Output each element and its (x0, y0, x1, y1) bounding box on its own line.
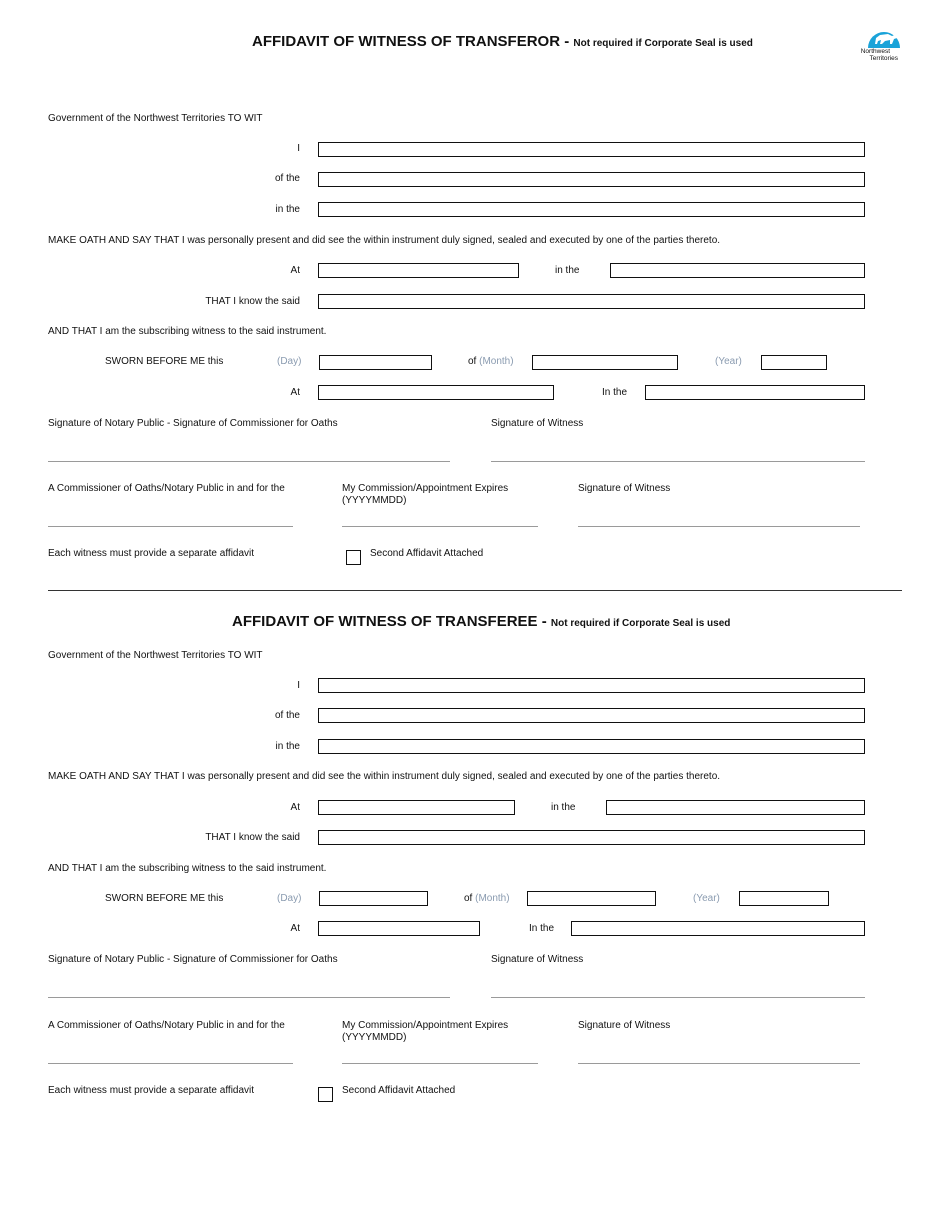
label-know-the-said: THAT I know the said (205, 296, 300, 307)
day-field[interactable] (319, 891, 428, 906)
label-at-2: At (290, 923, 300, 934)
sig-witness-line-2 (578, 1063, 860, 1064)
logo-line-1: Northwest (860, 48, 890, 55)
in-the-field[interactable] (318, 739, 865, 754)
sworn-text: SWORN BEFORE ME this (105, 356, 224, 367)
separate-affidavit-note: Each witness must provide a separate affidavit (48, 548, 255, 559)
sig-witness-label: Signature of Witness (491, 954, 584, 965)
sig-notary-line (48, 461, 450, 462)
commissioner-line (48, 1063, 293, 1064)
label-of-the: of the (274, 173, 300, 184)
label-i: I (297, 143, 300, 154)
sig-witness-label-2: Signature of Witness (578, 1020, 671, 1031)
title-note: Not required if Corporate Seal is used (573, 38, 753, 49)
of-the-field[interactable] (318, 708, 865, 723)
oath-text: MAKE OATH AND SAY THAT I was personally present and did see the within instrument duly signed, sealed and executed by one of the parties thereto. (48, 771, 721, 782)
label-in-the-2: in the (551, 802, 576, 813)
at-field[interactable] (318, 800, 515, 815)
year-field[interactable] (739, 891, 829, 906)
in-the-field[interactable] (318, 202, 865, 217)
know-the-said-field[interactable] (318, 830, 865, 845)
subscribing-text: AND THAT I am the subscribing witness to the said instrument. (48, 863, 327, 874)
label-in-the-3: In the (529, 923, 555, 934)
in-the-field-2[interactable] (606, 800, 865, 815)
of-the-field[interactable] (318, 172, 865, 187)
label-at-2: At (290, 387, 300, 398)
logo-line-2: Territories (869, 55, 898, 62)
in-the-field-2[interactable] (610, 263, 865, 278)
month-label: of (Month) (468, 356, 514, 367)
sig-notary-label: Signature of Notary Public - Signature of Commissioner for Oaths (48, 954, 338, 965)
second-affidavit-checkbox[interactable] (346, 550, 361, 565)
sworn-text: SWORN BEFORE ME this (105, 893, 224, 904)
subscribing-text: AND THAT I am the subscribing witness to the said instrument. (48, 326, 327, 337)
section-divider (48, 590, 902, 591)
label-at: At (290, 802, 300, 813)
name-field[interactable] (318, 142, 865, 157)
expires-line (342, 1063, 538, 1064)
polar-bear-logo-icon (866, 20, 902, 50)
sig-notary-label: Signature of Notary Public - Signature of Commissioner for Oaths (48, 418, 338, 429)
expires-label: My Commission/Appointment Expires (YYYYMMDD) (342, 483, 509, 506)
sig-witness-label: Signature of Witness (491, 418, 584, 429)
second-affidavit-label: Second Affidavit Attached (370, 548, 484, 559)
name-field[interactable] (318, 678, 865, 693)
label-of-the: of the (274, 710, 300, 721)
label-at: At (290, 265, 300, 276)
sig-witness-line-2 (578, 526, 860, 527)
sig-witness-line (491, 997, 865, 998)
commissioner-label: A Commissioner of Oaths/Notary Public in and for the (48, 1020, 285, 1031)
second-affidavit-checkbox[interactable] (318, 1087, 333, 1102)
commissioner-label: A Commissioner of Oaths/Notary Public in and for the (48, 483, 285, 494)
commissioner-line (48, 526, 293, 527)
day-field[interactable] (319, 355, 432, 370)
month-field[interactable] (527, 891, 656, 906)
label-in-the: in the (275, 741, 300, 752)
sig-notary-line (48, 997, 450, 998)
sig-witness-label-2: Signature of Witness (578, 483, 671, 494)
label-in-the-2: in the (555, 265, 580, 276)
title-note: Not required if Corporate Seal is used (550, 618, 731, 629)
at-field[interactable] (318, 263, 519, 278)
expires-label: My Commission/Appointment Expires (YYYYMMDD) (342, 1020, 509, 1043)
jurisdiction-text: Government of the Northwest Territories TO WIT (48, 650, 263, 661)
day-hint: (Day) (277, 893, 302, 904)
day-hint: (Day) (277, 356, 302, 367)
section-title: AFFIDAVIT OF WITNESS OF TRANSFEREE - Not required if Corporate Seal is used (232, 613, 731, 630)
label-i: I (297, 680, 300, 691)
label-know-the-said: THAT I know the said (205, 832, 300, 843)
second-affidavit-label: Second Affidavit Attached (342, 1085, 456, 1096)
label-in-the-3: In the (602, 387, 628, 398)
month-label: of (Month) (464, 893, 510, 904)
expires-line (342, 526, 538, 527)
sworn-at-field[interactable] (318, 385, 554, 400)
oath-text: MAKE OATH AND SAY THAT I was personally present and did see the within instrument duly signed, sealed and executed by one of the parties thereto. (48, 235, 721, 246)
section-title: AFFIDAVIT OF WITNESS OF TRANSFEROR - Not required if Corporate Seal is used (252, 33, 753, 50)
label-in-the: in the (275, 204, 300, 215)
nwt-logo (852, 20, 904, 64)
separate-affidavit-note: Each witness must provide a separate affidavit (48, 1085, 255, 1096)
jurisdiction-text: Government of the Northwest Territories TO WIT (48, 113, 263, 124)
know-the-said-field[interactable] (318, 294, 865, 309)
sig-witness-line (491, 461, 865, 462)
sworn-at-field[interactable] (318, 921, 480, 936)
year-field[interactable] (761, 355, 827, 370)
sworn-in-the-field[interactable] (571, 921, 865, 936)
year-hint: (Year) (715, 356, 742, 367)
year-hint: (Year) (693, 893, 720, 904)
sworn-in-the-field[interactable] (645, 385, 865, 400)
month-field[interactable] (532, 355, 678, 370)
